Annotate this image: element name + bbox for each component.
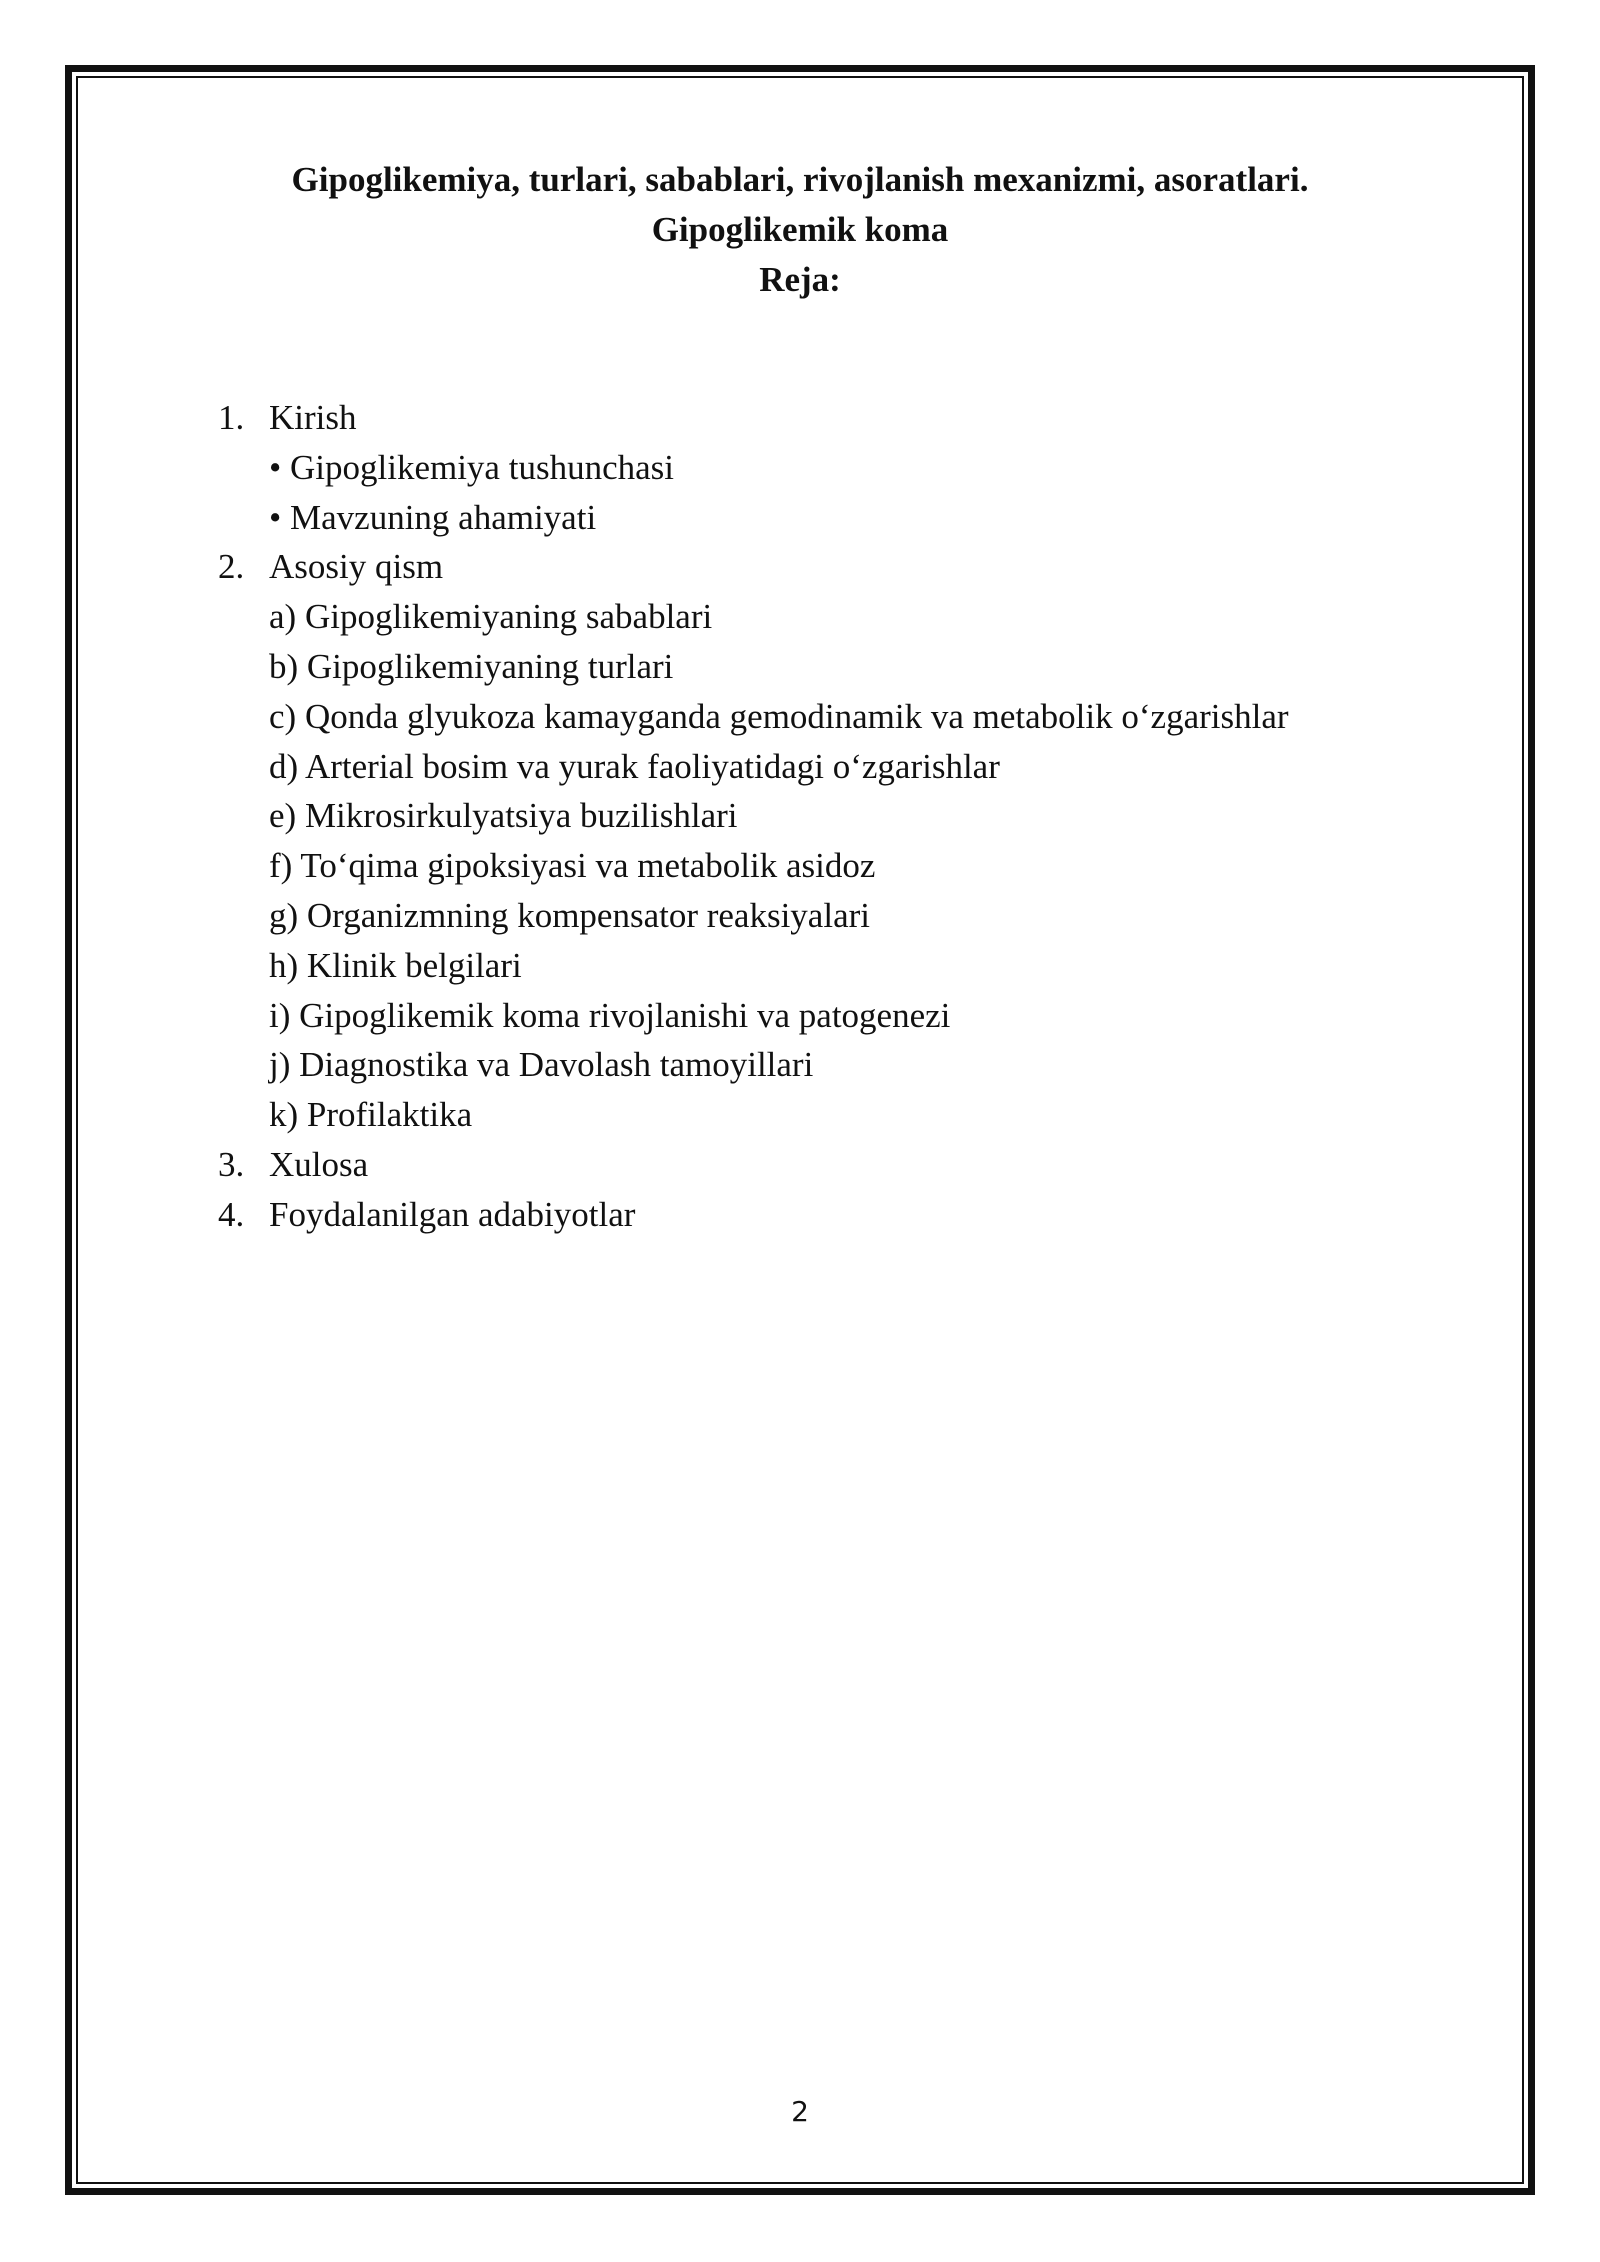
outline-subitem-text: a) Gipoglikemiyaning sabablari <box>269 597 713 637</box>
outline-item-number: 3. <box>218 1144 245 1184</box>
outline-item-text: Xulosa <box>269 1144 369 1184</box>
outline-subitem-text: k) Profilaktika <box>269 1095 473 1135</box>
outline-subitem <box>218 692 1289 742</box>
plan-outline <box>218 393 1289 1240</box>
outline-subitem <box>218 841 1289 891</box>
outline-subitem <box>218 493 1289 543</box>
outline-subitem-text: g) Organizmning kompensator reaksiyalari <box>269 895 870 935</box>
outline-subitem <box>218 891 1289 941</box>
outline-item-number: 4. <box>218 1194 245 1234</box>
outline-subitem <box>218 642 1289 692</box>
outline-item <box>218 1190 1289 1240</box>
outline-subitem <box>218 991 1289 1041</box>
outline-subitem-text: j) Diagnostika va Davolash tamoyillari <box>269 1045 814 1085</box>
outline-item-text: Kirish <box>269 398 357 437</box>
outline-subitem-text: h) Klinik belgilari <box>269 945 522 985</box>
document-title: Gipoglikemiya, turlari, sabablari, rivojlanish mexanizmi, asoratlari. <box>291 160 1309 199</box>
outline-subitem <box>218 1090 1289 1140</box>
outline-subitem-text: b) Gipoglikemiyaning turlari <box>269 646 674 686</box>
outline-subitem-text: e) Mikrosirkulyatsiya buzilishlari <box>269 796 738 836</box>
outline-subitem-text: c) Qonda glyukoza kamayganda gemodinamik va metabolik o‘zgarishlar <box>269 696 1289 736</box>
outline-subitem <box>218 443 1289 493</box>
outline-subitem <box>218 1040 1289 1090</box>
outline-subitem-text: d) Arterial bosim va yurak faoliyatidagi o‘zgarishlar <box>269 746 1000 786</box>
page-number: 2 <box>791 2095 809 2128</box>
outline-item-number: 2. <box>218 547 245 587</box>
outline-item <box>218 1140 1289 1190</box>
outline-item <box>218 393 1289 443</box>
outline-item <box>218 542 1289 592</box>
outline-subitem-text: • Mavzuning ahamiyati <box>269 497 597 537</box>
outline-subitem-text: i) Gipoglikemik koma rivojlanishi va patogenezi <box>269 995 951 1035</box>
outline-subitem <box>218 791 1289 841</box>
outline-item-text: Foydalanilgan adabiyotlar <box>269 1194 636 1234</box>
outline-item-text: Asosiy qism <box>269 547 444 587</box>
outline-subitem <box>218 592 1289 642</box>
document-subtitle: Gipoglikemik koma <box>651 210 949 249</box>
outline-subitem <box>218 941 1289 991</box>
plan-heading: Reja: <box>759 260 841 299</box>
outline-subitem-text: • Gipoglikemiya tushunchasi <box>269 447 674 487</box>
outline-subitem <box>218 742 1289 792</box>
outline-item-number: 1. <box>218 398 245 437</box>
outline-subitem-text: f) To‘qima gipoksiyasi va metabolik asidoz <box>269 846 876 886</box>
